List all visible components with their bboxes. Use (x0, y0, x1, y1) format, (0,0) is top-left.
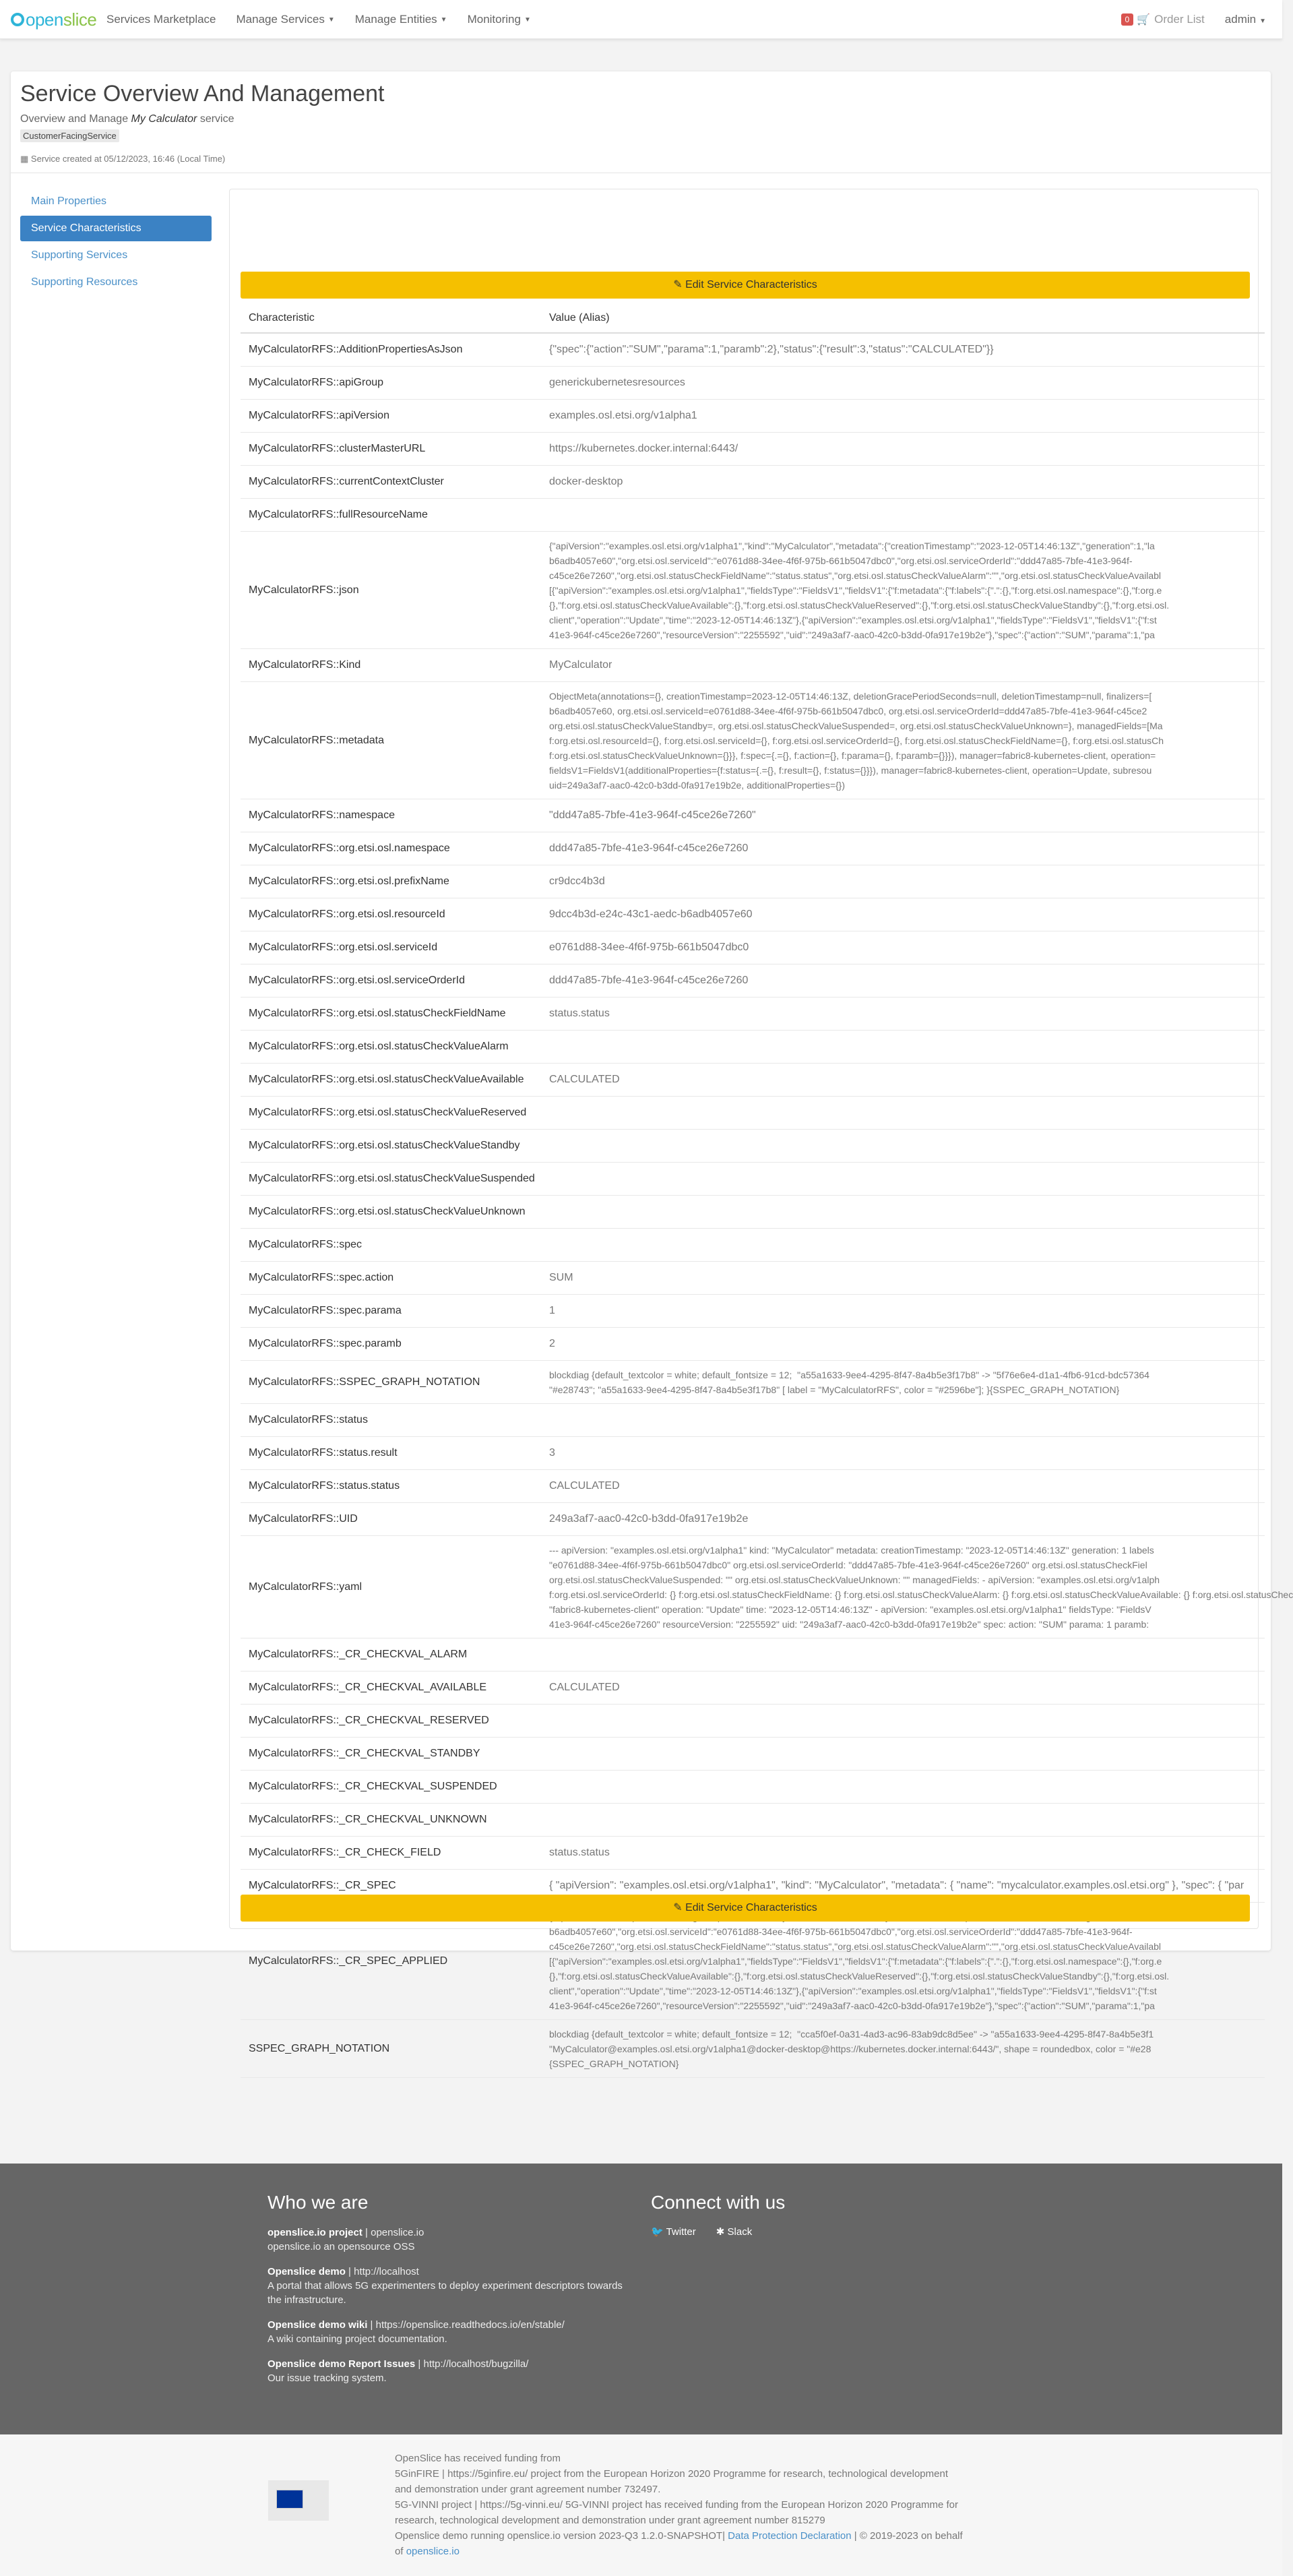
header-value: Value (Alias) (549, 312, 610, 324)
characteristic-name: MyCalculatorRFS::status.status (249, 1480, 400, 1492)
table-row (241, 964, 1265, 998)
order-list-link[interactable]: Order List (1154, 13, 1205, 26)
characteristic-name: MyCalculatorRFS::status (249, 1414, 368, 1425)
characteristic-name: MyCalculatorRFS::apiVersion (249, 410, 389, 421)
characteristic-name: MyCalculatorRFS::_CR_CHECKVAL_RESERVED (249, 1715, 489, 1726)
characteristic-value: examples.osl.etsi.org/v1alpha1 (549, 410, 697, 421)
characteristic-name: MyCalculatorRFS::org.etsi.osl.statusCheckValueAlarm (249, 1041, 509, 1052)
characteristic-name: MyCalculatorRFS::_CR_SPEC (249, 1880, 396, 1891)
table-row (241, 1638, 1265, 1672)
caret-down-icon: ▼ (524, 16, 531, 24)
sidebar-item-service-characteristics[interactable]: Service Characteristics (20, 216, 212, 241)
footer-link[interactable]: https://openslice.readthedocs.io/en/stable/ (375, 2319, 565, 2331)
characteristic-name: MyCalculatorRFS::_CR_CHECKVAL_SUSPENDED (249, 1781, 497, 1792)
edit-characteristics-button-top[interactable]: ✎ Edit Service Characteristics (241, 272, 1250, 299)
slack-icon: ✱ (716, 2226, 725, 2238)
nav-manage-entities[interactable]: Manage Entities ▼ (354, 13, 447, 26)
user-menu[interactable]: admin ▼ (1224, 13, 1266, 26)
table-row (241, 499, 1265, 532)
characteristic-name: MyCalculatorRFS::spec.parama (249, 1305, 402, 1316)
table-row (241, 1031, 1265, 1064)
service-name: My Calculator (131, 113, 197, 125)
characteristic-value: "ddd47a85-7bfe-41e3-964f-c45ce26e7260" (549, 809, 756, 821)
caret-down-icon: ▼ (440, 16, 447, 24)
caret-down-icon: ▼ (327, 16, 335, 24)
characteristic-name: MyCalculatorRFS::metadata (249, 734, 384, 746)
characteristic-name: MyCalculatorRFS::org.etsi.osl.resourceId (249, 909, 445, 920)
footer-block: Openslice demo wiki | https://openslice.readthedocs.io/en/stable/ A wiki containing project documentation. (267, 2319, 565, 2345)
nav-manage-services[interactable]: Manage Services ▼ (236, 13, 335, 26)
edit-characteristics-button-bottom[interactable]: ✎ Edit Service Characteristics (241, 1895, 1250, 1922)
sidebar-item-main-properties[interactable]: Main Properties (31, 195, 107, 207)
footer-link[interactable]: openslice.io (371, 2227, 424, 2238)
characteristic-name: MyCalculatorRFS::org.etsi.osl.statusCheckValueUnknown (249, 1206, 526, 1217)
characteristic-name: MyCalculatorRFS::org.etsi.osl.statusCheckFieldName (249, 1008, 506, 1019)
table-row (241, 1804, 1265, 1837)
connect-title: Connect with us (651, 2192, 786, 2213)
footer-block: Openslice demo | http://localhost A portal that allows 5G experimenters to deploy experiment descriptors towards the infrastructure. (267, 2266, 623, 2306)
characteristic-value: MyCalculator (549, 659, 612, 671)
table-row (241, 799, 1265, 832)
characteristic-name: MyCalculatorRFS::org.etsi.osl.statusCheckValueStandby (249, 1140, 520, 1151)
funding-text: OpenSlice has received funding from 5GinFIRE | https://5ginfire.eu/ project from the European Horizon 2020 Programme for research, technological development and demonstration under grant agreement number 732497. 5G-VINNI project | https://5g-vinni.eu/ 5G-VINNI project has received funding from the European Horizon 2020 Programme for research, technological development and demonstration under grant agreement number 815279 Openslice demo running openslice.io version 2023-Q3 1.2.0-SNAPSHOT| Data Protection Declaration | © 2019-2023 on behalf of openslice.io (395, 2453, 963, 2557)
table-row (241, 1437, 1265, 1470)
characteristic-name: MyCalculatorRFS::spec (249, 1239, 362, 1250)
characteristic-name: MyCalculatorRFS::json (249, 584, 359, 596)
table-row (241, 1470, 1265, 1503)
table-row (241, 1196, 1265, 1229)
characteristic-name: MyCalculatorRFS::_CR_CHECK_FIELD (249, 1847, 441, 1858)
characteristic-value: 3 (549, 1447, 555, 1459)
characteristic-value: docker-desktop (549, 476, 623, 487)
characteristic-name: MyCalculatorRFS::Kind (249, 659, 361, 671)
characteristic-value: blockdiag {default_textcolor = white; default_fontsize = 12; "cca5f0ef-0a31-4ad3-ac96-83ab9dc8d5ee" -> "a55a1633-9ee4-4295-8f47-8a4b5e3f1 "MyCalculator@examples.osl.etsi.org/v1alpha1@docker-desktop@https://kubernetes.docker.internal:6443/", shape = roundedbox, color = "#e28 {SSPEC_GRAPH_NOTATION} (549, 2028, 1154, 2069)
cart-icon[interactable]: 🛒 (1137, 14, 1151, 26)
table-row (241, 1229, 1265, 1262)
characteristic-name: MyCalculatorRFS::org.etsi.osl.serviceId (249, 942, 438, 953)
table-row (241, 1328, 1265, 1361)
category-tag: CustomerFacingService (20, 129, 119, 142)
characteristic-name: MyCalculatorRFS::org.etsi.osl.serviceOrderId (249, 975, 465, 986)
sidebar-item-supporting-resources[interactable]: Supporting Resources (31, 276, 138, 288)
footer-link[interactable]: http://localhost (354, 2266, 419, 2277)
characteristic-value: SUM (549, 1272, 573, 1283)
table-row (241, 532, 1265, 649)
characteristic-value: https://kubernetes.docker.internal:6443/ (549, 443, 738, 454)
characteristic-value: ObjectMeta(annotations={}, creationTimestamp=2023-12-05T14:46:13Z, deletionGracePeriodSeconds=null, deletionTimestamp=null, finalizers=[ b6adb4057e60, org.etsi.osl.serviceId=e0761d88-34ee-4f6f-975b-661b5047dbc0, org.etsi.osl.serviceOrderId=ddd47a85-7bfe-41e3-964f-c45ce2 org.etsi.osl.statusCheckValueStandby=, org.etsi.osl.statusCheckValueSuspended=, org.etsi.osl.statusCheckValueUnknown=}, managedFields=[Ma f:org.etsi.osl.resourceId={}, f:org.etsi.osl.serviceId={}, f:org.etsi.osl.serviceOrderId={}, f:org.etsi.osl.statusCheckFieldName={}, f:org.etsi.osl.statusCh f:org.etsi.osl.statusCheckValueUnknown={}}}, f:spec={.={}, f:action={}, f:parama={}, f:paramb={}}}), manager=fabric8-kubernetes-client, operation= fieldsV1=FieldsV1(additionalProperties={f:status={.={}, f:result={}, f:status={}}}), manager=fabric8-kubernetes-client, operation=Update, subresou uid=249a3af7-aac0-42c0-b3dd-0fa917e19b2e, additionalProperties={}) (549, 690, 1164, 791)
characteristic-value: CALCULATED (549, 1074, 620, 1085)
characteristic-value: 9dcc4b3d-e24c-43c1-aedc-b6adb4057e60 (549, 909, 753, 920)
characteristic-value: 249a3af7-aac0-42c0-b3dd-0fa917e19b2e (549, 1513, 749, 1525)
characteristic-name: MyCalculatorRFS::_CR_CHECKVAL_ALARM (249, 1649, 468, 1660)
top-navbar (0, 0, 1282, 39)
table-row (241, 1163, 1265, 1196)
header-characteristic: Characteristic (249, 312, 315, 324)
characteristic-name: MyCalculatorRFS::org.etsi.osl.statusCheckValueSuspended (249, 1173, 535, 1184)
characteristics-card (229, 189, 1293, 2069)
table-row (241, 1404, 1265, 1437)
characteristics-table (241, 304, 1293, 2078)
sidebar-item-supporting-services[interactable]: Supporting Services (31, 249, 128, 261)
twitter-icon: 🐦 (651, 2226, 664, 2238)
characteristic-name: MyCalculatorRFS::apiGroup (249, 377, 384, 388)
characteristic-name: MyCalculatorRFS::yaml (249, 1581, 362, 1593)
slack-link[interactable]: ✱ Slack (716, 2226, 753, 2238)
footer-link[interactable]: http://localhost/bugzilla/ (423, 2358, 529, 2370)
table-row (241, 1705, 1265, 1738)
characteristic-value: status.status (549, 1847, 610, 1858)
characteristic-name: MyCalculatorRFS::AdditionPropertiesAsJson (249, 344, 463, 355)
characteristic-name: MyCalculatorRFS::clusterMasterURL (249, 443, 426, 454)
characteristic-name: MyCalculatorRFS::org.etsi.osl.prefixName (249, 876, 449, 887)
table-row (241, 898, 1265, 931)
table-header (241, 304, 1265, 334)
characteristic-name: MyCalculatorRFS::org.etsi.osl.statusCheckValueReserved (249, 1107, 527, 1118)
characteristic-name: MyCalculatorRFS::_CR_CHECKVAL_UNKNOWN (249, 1814, 487, 1825)
table-row (241, 334, 1265, 367)
table-row (241, 400, 1265, 433)
characteristic-name: MyCalculatorRFS::org.etsi.osl.statusCheckValueAvailable (249, 1074, 524, 1085)
characteristic-name: MyCalculatorRFS::org.etsi.osl.namespace (249, 842, 450, 854)
table-row (241, 832, 1265, 865)
characteristic-value: status.status (549, 1008, 610, 1019)
characteristic-name: MyCalculatorRFS::namespace (249, 809, 395, 821)
brand-logo[interactable]: open slice (11, 9, 96, 30)
table-row (241, 1064, 1265, 1097)
table-row (241, 998, 1265, 1031)
edit-icon: ✎ (673, 1902, 683, 1913)
table-row (241, 649, 1265, 682)
eu-flag-icon (276, 2490, 303, 2509)
characteristic-name: MyCalculatorRFS::SSPEC_GRAPH_NOTATION (249, 1376, 480, 1388)
characteristic-name: MyCalculatorRFS::spec.paramb (249, 1338, 402, 1349)
openslice-link[interactable]: openslice.io (406, 2546, 460, 2557)
who-we-are-title: Who we are (267, 2192, 369, 2213)
characteristic-value: e0761d88-34ee-4f6f-975b-661b5047dbc0 (549, 942, 749, 953)
table-row (241, 931, 1265, 964)
characteristic-value: blockdiag {default_textcolor = white; default_fontsize = 12; "a55a1633-9ee4-4295-8f47-8a4b5e3f17b8" -> "5f76e6e4-d1a1-4fb6-91cd-bdc57364 "#e28743"; "a55a1633-9ee4-4295-8f47-8a4b5e3f17b8" [ label = "MyCalculatorRFS", color = "#2596be"]; }{SSPEC_GRAPH_NOTATION} (549, 1369, 1149, 1395)
table-row (241, 433, 1265, 466)
table-row (241, 1097, 1265, 1130)
page-title: Service Overview And Management (20, 81, 385, 106)
table-row (241, 2020, 1265, 2078)
table-row (241, 1361, 1265, 1404)
table-row (241, 1130, 1265, 1163)
privacy-link[interactable]: Data Protection Declaration (728, 2530, 852, 2542)
characteristic-value: generickubernetesresources (549, 377, 685, 388)
logo-icon (11, 13, 24, 26)
footer-block: openslice.io project | openslice.io openslice.io an opensource OSS (267, 2227, 424, 2252)
characteristic-name: MyCalculatorRFS::_CR_SPEC_APPLIED (249, 1955, 448, 1967)
characteristic-name: MyCalculatorRFS::_CR_CHECKVAL_AVAILABLE (249, 1682, 487, 1693)
table-row (241, 1262, 1265, 1295)
table-row (241, 1672, 1265, 1705)
characteristic-value: cr9dcc4b3d (549, 876, 605, 887)
characteristic-value: CALCULATED (549, 1480, 620, 1492)
edit-icon: ✎ (673, 279, 683, 290)
order-count-badge: 0 (1121, 13, 1134, 26)
footer (0, 2164, 1282, 2434)
characteristic-name: MyCalculatorRFS::status.result (249, 1447, 398, 1459)
table-row (241, 367, 1265, 400)
characteristic-value: ddd47a85-7bfe-41e3-964f-c45ce26e7260 (549, 975, 749, 986)
nav-monitoring[interactable]: Monitoring ▼ (467, 13, 531, 26)
characteristic-value: CALCULATED (549, 1682, 620, 1693)
characteristic-value: {"apiVersion":"examples.osl.etsi.org/v1alpha1","kind":"MyCalculator","metadata":{"creationTimestamp":"2023-12-05T14:46:13Z","generation":1,"la b6adb4057e60","org.etsi.osl.serviceId":"e0761d88-34ee-4f6f-975b-661b5047dbc0","org.etsi.osl.serviceOrderId":"ddd47a85-7bfe-41e3-964f- c45ce26e7260","org.etsi.osl.statusCheckFieldName":"status.status","org.etsi.osl.statusCheckValueAlarm":"","org.etsi.osl.statusCheckValueAvailabl [{"apiVersion":"examples.osl.etsi.org/v1alpha1","fieldsType":"FieldsV1","fieldsV1":{"f:metadata":{"f:labels":{".":{},"f:org.etsi.osl.namespace":{},"f:org.e {},"f:org.etsi.osl.statusCheckValueAvailable":{},"f:org.etsi.osl.statusCheckValueReserved":{},"f:org.etsi.osl.statusCheckValueStandby":{},"f:org.etsi.osl. client","operation":"Update","time":"2023-12-05T14:46:13Z"},{"apiVersion":"examples.osl.etsi.org/v1alpha1","fieldsType":"FieldsV1","fieldsV1":{"f:st 41e3-964f-c45ce26e7260","resourceVersion":"2255592","uid":"249a3af7-aac0-42c0-b3dd-0fa917e19b2e"},"spec":{"action":"SUM","parama":1,"pa (549, 540, 1170, 640)
created-date: ▦ Service created at 05/12/2023, 16:46 (Local Time) (20, 154, 226, 164)
caret-down-icon: ▼ (1259, 18, 1266, 25)
twitter-link[interactable]: 🐦 Twitter (651, 2226, 696, 2238)
sidebar (20, 189, 212, 297)
page-subtitle: Overview and Manage My Calculator service (20, 113, 234, 125)
footer-block: Openslice demo Report Issues | http://localhost/bugzilla/ Our issue tracking system. (267, 2358, 529, 2384)
table-row (241, 1837, 1265, 1870)
characteristic-value: 2 (549, 1338, 555, 1349)
characteristic-value: { "apiVersion": "examples.osl.etsi.org/v1alpha1", "kind": "MyCalculator", "metadata": { "name": "mycalculator.examples.osl.etsi.org" }, "spec": { "par (549, 1880, 1244, 1891)
table-row (241, 682, 1265, 799)
funding-section (0, 2434, 1282, 2576)
characteristic-name: MyCalculatorRFS::UID (249, 1513, 358, 1525)
table-row (241, 865, 1265, 898)
table-row (241, 466, 1265, 499)
characteristic-name: MyCalculatorRFS::spec.action (249, 1272, 394, 1283)
characteristic-value: {"spec":{"action":"SUM","parama":1,"paramb":2},"status":{"result":3,"status":"CALCULATED"}} (549, 344, 994, 355)
table-row (241, 1295, 1265, 1328)
table-row (241, 1503, 1265, 1536)
characteristic-name: MyCalculatorRFS::_CR_CHECKVAL_STANDBY (249, 1748, 480, 1759)
table-row (241, 1536, 1293, 1638)
characteristic-value: ddd47a85-7bfe-41e3-964f-c45ce26e7260 (549, 842, 749, 854)
nav-services-marketplace[interactable]: Services Marketplace (106, 13, 216, 26)
eu-logo (268, 2480, 329, 2521)
characteristic-value: b6adb4057e60","org.etsi.osl.serviceId":"e0761d88-34ee-4f6f-975b-661b5047dbc0","org.etsi.osl.serviceOrderId":"ddd47a85-7bfe-41e3-964f- c45ce26e7260","org.etsi.osl.statusCheckFieldName":"status.status","org.etsi.osl.statusCheckValueAlarm":"","org.etsi.osl.statusCheckValueAvailabl [{"apiVersion":"examples.osl.etsi.org/v1alpha1","fieldsType":"FieldsV1","fieldsV1":{"f:metadata":{"f:labels":{".":{},"f:org.etsi.osl.namespace":{},"f:org.e {},"f:org.etsi.osl.statusCheckValueAvailable":{},"f:org.etsi.osl.statusCheckValueReserved":{},"f:org.etsi.osl.statusCheckValueStandby":{},"f:org.etsi.osl. client","operation":"Update","time":"2023-12-05T14:46:13Z"},{"apiVersion":"examples.osl.etsi.org/v1alpha1","fieldsType":"FieldsV1","fieldsV1":{"f:st 41e3-964f-c45ce26e7260","resourceVersion":"2255592","uid":"249a3af7-aac0-42c0-b3dd-0fa917e19b2e"},"spec":{"action":"SUM","parama":1,"pa (549, 1926, 1170, 2011)
characteristic-name: MyCalculatorRFS::currentContextCluster (249, 476, 444, 487)
characteristic-name: MyCalculatorRFS::fullResourceName (249, 509, 428, 520)
characteristic-value: 1 (549, 1305, 555, 1316)
calendar-icon: ▦ (20, 154, 29, 164)
table-row (241, 1771, 1265, 1804)
table-row (241, 1738, 1265, 1771)
characteristic-name: SSPEC_GRAPH_NOTATION (249, 2042, 390, 2054)
characteristic-value: --- apiVersion: "examples.osl.etsi.org/v1alpha1" kind: "MyCalculator" metadata: creationTimestamp: "2023-12-05T14:46:13Z" generation: 1 labels "e0761d88-34ee-4f6f-975b-661b5047dbc0" org.etsi.osl.serviceOrderId: "ddd47a85-7bfe-41e3-964f-c45ce26e7260" org.etsi.osl.statusCheckFiel org.etsi.osl.statusCheckValueSuspended: "" org.etsi.osl.statusCheckValueUnknown: "" managedFields: - apiVersion: "examples.osl.etsi.org/v1alph f:org.etsi.osl.serviceOrderId: {} f:org.etsi.osl.statusCheckFieldName: {} f:org.etsi.osl.statusCheckValueAlarm: {} f:org.etsi.osl.statusCheckValueAvailable: {} f:org.etsi.osl.statusChec "fabric8-kubernetes-client" operation: "Update" time: "2023-12-05T14:46:13Z" - apiVersion: "examples.osl.etsi.org/v1alpha1" fieldsType: "FieldsV 41e3-964f-c45ce26e7260" resourceVersion: "2255592" uid: "249a3af7-aac0-42c0-b3dd-0fa917e19b2e" spec: action: "SUM" parama: 1 paramb: (549, 1544, 1293, 1630)
service-panel (11, 71, 1293, 2069)
